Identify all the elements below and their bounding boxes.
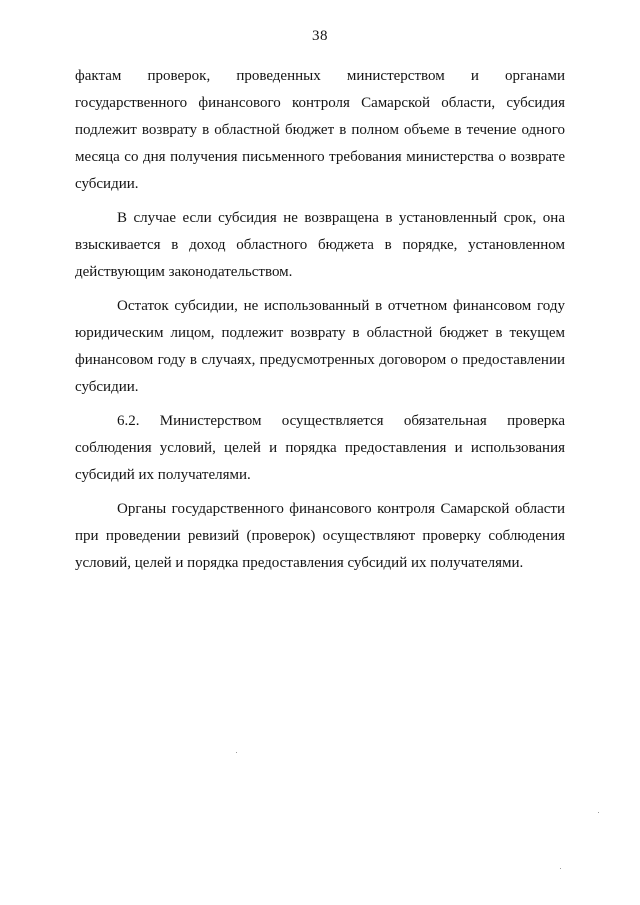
paragraph-recovery: В случае если субсидия не возвращена в установленный срок, она взыскивается в доход областного бюджета в порядке, установленном действующим законодательством. — [75, 210, 565, 280]
page-number: 38 — [312, 28, 328, 44]
scan-speck — [598, 812, 599, 813]
scan-speck — [560, 868, 561, 869]
paragraph-section-6-2: 6.2. Министерством осуществляется обязательная проверка соблюдения условий, целей и порядка предоставления и использования субсидий их получателями. — [75, 413, 565, 483]
paragraph-remainder: Остаток субсидии, не использованный в отчетном финансовом году юридическим лицом, подлежит возврату в областной бюджет в текущем финансовом году в случаях, предусмотренных договором о предоставлении субсидии. — [75, 298, 565, 395]
scan-speck — [236, 752, 237, 753]
paragraph-financial-control: Органы государственного финансового контроля Самарской области при проведении ревизий (проверок) осуществляют проверку соблюдения условий, целей и порядка предоставления субсидий их получателями. — [75, 501, 565, 571]
paragraph-continuation: фактам проверок, проведенных министерством и органами государственного финансового контроля Самарской области, субсидия подлежит возврату в областной бюджет в полном объеме в течение одного месяца со дня получения письменного требования министерства о возврате субсидии. — [75, 68, 565, 192]
document-body — [75, 63, 565, 584]
